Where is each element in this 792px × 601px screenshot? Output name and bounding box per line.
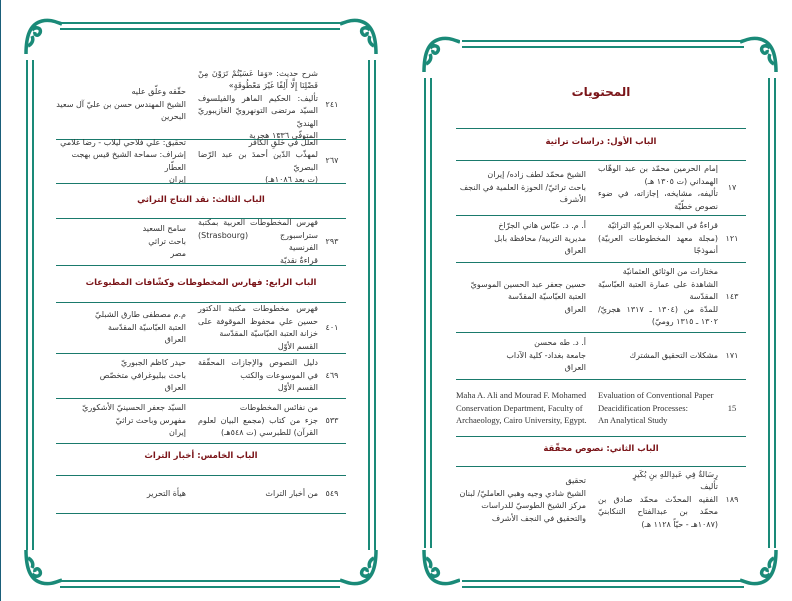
toc-entry: [456, 380, 746, 436]
section-heading: الباب الثالث: نقد النتاج التراثي: [137, 195, 265, 205]
toc-entry: [56, 219, 346, 265]
entry-author: حقّقه وعلّق عليه الشيخ المهندس حسن بن عليّ آل سعيد البحرين: [56, 87, 186, 122]
left-toc: [56, 0, 346, 601]
entry-page: ٢٤١: [325, 99, 339, 109]
toc-entry: [456, 216, 746, 262]
entry-title: من أخبار التراث: [265, 489, 318, 499]
entry-title: مشكلات التحقيق المشترك: [629, 350, 718, 360]
divider: [56, 513, 346, 514]
entry-page: ١٧١: [725, 350, 739, 360]
toc-entry: [456, 467, 746, 533]
toc-entry: [56, 137, 346, 184]
section-heading: الباب الأول: دراسات تراثية: [545, 137, 657, 147]
entry-page: ٥٤٩: [325, 489, 339, 499]
entry-author: تحقيق: علي فلاحي ليلاب - رضا غلامي إشراف: سماحة الشيخ قيس بهجت العطّار إيران: [60, 137, 186, 184]
entry-author: م.م مصطفى طارق الشبليّ العتبة العبّاسيّة المقدّسة العراق: [95, 310, 186, 345]
divider: [456, 128, 746, 129]
entry-page: ١٨٩: [725, 494, 739, 504]
entry-page: ٤٦٩: [325, 370, 339, 380]
divider: [56, 183, 346, 184]
toc-entry: [56, 476, 346, 513]
entry-title: قراءةٌ في المجلاتِ العربيّةِ التراثيّة (مجلة معهد المخطوطات العربيّة) أنموذجًا: [598, 221, 718, 256]
entry-author: السيّد جعفر الحسينيّ الأشكوريّ مفهرس وباحث تراثيّ إيران: [82, 403, 186, 438]
ornament-corner-icon: [340, 16, 380, 56]
section-heading: الباب الخامس: أخبار التراث: [144, 451, 258, 461]
entry-page: 15: [727, 402, 737, 413]
divider: [456, 436, 746, 437]
entry-title: مختارات من الوثائق العثمانيّة الشاهدة على عمارة العتبة العبّاسيّة المقدّسة للمدّة من (١٣٠٤ ـ ١٣١٧ هجريّ/ ١٣٠٢ ـ ١٣١٥ روميّ): [598, 267, 719, 327]
frame-left: [26, 60, 34, 550]
entry-title: فهرس مخطوطات مكتبة الدكتور حسين علي محفوظ الموقوفة على خزانة العتبة العبّاسيّة المقدّسة القسم الأوّل: [198, 304, 318, 351]
toc-entry: [456, 263, 746, 332]
right-toc: [456, 0, 746, 601]
toc-entry: [56, 68, 346, 140]
entry-page: ٢٩٣: [325, 236, 339, 246]
entry-page: ٤٠١: [325, 322, 339, 332]
entry-author: حسين جعفر عبد الحسين الموسويّ العتبة العبّاسيّة المقدّسة العراق: [470, 279, 586, 314]
ornament-corner-icon: [740, 34, 780, 74]
entry-page: ١٢١: [725, 233, 739, 243]
toc-entry: [56, 303, 346, 353]
entry-title: إمام الحرمين محمّد بن عبد الوهّاب الهمداني (ت ١٣٠٥ هـ) تأليفه، مشايخه، إجازاته، في ضوء نصوص خطّيّة: [598, 164, 718, 211]
entry-title: من نفائس المخطوطات جزء من كتاب (مجمع البيان لعلوم القرآن) للطبرسي (ت ٥٤٨هـ): [198, 403, 318, 438]
entry-page: ١٤٣: [725, 292, 739, 302]
entry-title: العلَلُ في خَلْقِ الكافر لمهذّب الدّين أحمدَ بن عبد الرّضا البصريّ (ت بعد ١٠٨٦هـ): [198, 137, 318, 184]
toc-entry: [56, 354, 346, 398]
frame-right: [368, 60, 376, 550]
ornament-corner-icon: [420, 548, 460, 588]
entry-title: فهرس المخطوطات العربية بمكتبة ستراسبورج (Strasbourg) الفرنسية قراءةٌ نقديّة: [198, 218, 318, 265]
entry-title: رِسَالةٌ فِي عَبدِاللهِ بنِ بُكَيرٍ تأليف الفقيه المحدّث محمّد صادق بن محمّد بن عبدالفتاح التنكابنيّ (١٠٨٧هـ - حيّاً ١١٢٨ هـ): [598, 469, 718, 529]
section-heading: الباب الرابع: فهارس المخطوطات وكشّافات المطبوعات: [85, 278, 317, 288]
toc-entry: [56, 399, 346, 443]
entry-title: شرح حديث: «وَمَا عَسَيْتُمْ تَرَوْنَ مِنْ فَضْلِنَا إِلَّا أَلِفًا غَيْرَ مَعْطُوفَةٍ» تأليف: الحكيم الماهر والفيلسوف السيّد مرتضى التونهرويّ الغازيبوريّ الهنديّ المتوفّى ١٣٣٦ هجرية: [198, 68, 318, 140]
divider: [56, 443, 346, 444]
entry-author: سامح السعيد باحث تراثي مصر: [142, 224, 186, 259]
entry-author: حيدر كاظم الجبوريّ باحث ببليوغرافي متخصّص العراق: [99, 358, 186, 393]
divider: [56, 265, 346, 266]
entry-title: دليل النصوص والإجازات المحقّقة في الموسوعات والكتب القسم الأوّل: [198, 358, 318, 393]
entry-page: ٢٦٧: [325, 156, 339, 166]
entry-author: Maha A. Ali and Mourad F. Mohamed Conservation Department, Faculty of Archaeology, Cairo University, Egypt.: [456, 390, 587, 426]
ornament-corner-icon: [740, 548, 780, 588]
frame-right: [768, 78, 776, 548]
entry-page: ١٧: [727, 182, 737, 192]
entry-author: تحقيق الشيخ شادي وجيه وهبي العامليّ/ لبنان مركز الشيخ الطوسيّ للدراسات والتحقيق في النجف الأشرف: [459, 476, 586, 523]
entry-title: Evaluation of Conventional Paper Deacidification Processes: An Analytical Study: [598, 390, 714, 426]
entry-page: ٥٣٣: [325, 415, 339, 425]
right-page: [400, 0, 792, 601]
ornament-corner-icon: [340, 548, 380, 588]
entry-author: أ. د. طه محسن جامعة بغداد- كلية الآداب العراق: [506, 338, 586, 373]
toc-entry: [456, 161, 746, 215]
frame-left: [424, 78, 432, 548]
entry-author: هيأة التحرير: [146, 489, 186, 499]
section-heading: الباب الثاني: نصوص محقّقة: [543, 444, 659, 454]
entry-author: الشيخ محمّد لطف زاده/ إيران باحث تراثيّ/ الحوزة العلمية في النجف الأشرف: [459, 170, 586, 205]
entry-author: أ. م. د. عبّاس هاني الجرّاخ مديرية التربية/ محافظة بابل العراق: [494, 221, 586, 256]
page-title: المحتويات: [571, 85, 631, 99]
toc-entry: [456, 333, 746, 379]
ornament-corner-icon: [420, 34, 460, 74]
